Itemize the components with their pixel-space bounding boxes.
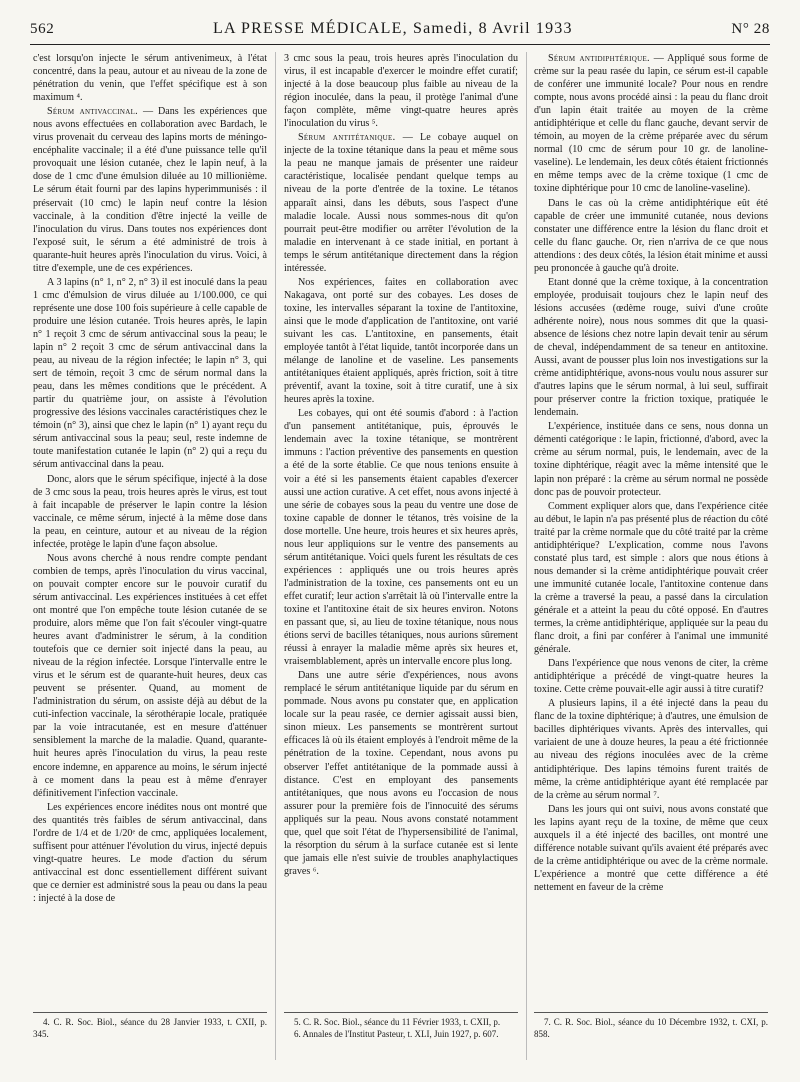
paragraph: A plusieurs lapins, il a été injecté dans la peau du flanc de la toxine diphtérique; à d'autres, une émulsion de bacilles diphtériques vivants. Après des intervalles, qui variaient de une à douze heures, la peau a été frictionnée au niveau des régions inoculées avec de la crème antidiphtérique. Des lapins témoins furent traités de même, la crème antidiphtérique ayant été remplacée par de la crème au sérum normal ⁷. — [534, 698, 768, 801]
footnote: 6. Annales de l'Institut Pasteur, t. XLI, Juin 1927, p. 607. — [294, 1028, 499, 1039]
paragraph: Etant donné que la crème toxique, à la concentration employée, produisait toujours chez le lapin neuf des lésions accusées (œdème rouge, suivi d'une croûte adhérente noire), nous nous sommes dit que la quasi-absence de lésions chez notre lapin devait tenir au sérum de cheval, indépendamment de sa teneur en antitoxine. Aussi, avant de pousser plus loin nos investigations sur la crème antidiphtérique, avons-nous voulu nous assurer sur d'autres lapins que le sérum normal, à lui seul, suffirait pour préserver contre la friction toxique, pratiquée le lendemain. — [534, 276, 768, 419]
column-divider — [526, 52, 527, 1060]
footnote: 4. C. R. Soc. Biol., séance du 28 Janvier 1933, t. CXII, p. 345. — [33, 1017, 267, 1039]
paragraph: Dans les jours qui ont suivi, nous avons constaté que les lapins ayant reçu de la toxine, de même que ceux auxquels il a été injecté des bacilles, ont montré une différence notable suivant qu'ils avaient été préparés avec de la crème antidiphtérique ou avec de la crème normale. L'expérience a montré que cette différence a été nettement en faveur de la crème — [534, 803, 768, 893]
footnote: 5. C. R. Soc. Biol., séance du 11 Février 1933, t. CXII, p. — [294, 1017, 501, 1027]
paragraph: Dans l'expérience que nous venons de citer, la crème antidiphtérique a précédé de vingt-quatre heures la toxine. Cette crème pouvait-elle agir aussi à titre curatif? — [534, 658, 768, 696]
paragraph: Donc, alors que le sérum spécifique, injecté à la dose de 3 cmc sous la peau, trois heures après le virus, est tout à fait incapable de préserver le lapin contre la lésion vaccinale, ce même sérum, injecté à la même dose dans la peau, en ceinture, autour et au niveau de la région infectée, protège le lapin d'une façon absolue. — [33, 473, 267, 550]
paragraph: Nous avons cherché à nous rendre compte pendant combien de temps, après l'inoculation du virus vaccinal, on pouvait compter encore sur le pouvoir curatif du sérum antivaccinal. Les expériences instituées à cet effet ont montré que l'on empêche toute lésion cutanée de se produire, alors même que l'on fait s'écouler vingt-quatre heures avant d'administrer le sérum, à la condition toutefois que ce dernier soit injecté dans la peau, au niveau de la région infectée. Lorsque l'intervalle entre le virus et le sérum est de quarante-huit heures, deux cas peuvent se présenter. Quand, au moment de l'administration du sérum, on assiste déjà au début de la cuti-infection vaccinale, la sérothérapie locale, pratiquée par la voie intracutanée, est en mesure d'atténuer sensiblement la marche de la maladie. Quand, quarante-huit heures après l'inoculation du virus, la peau reste encore indemne, en apparence au moins, le sérum injecté à ce moment dans la peau est à même d'enrayer définitivement l'infection vaccinale. — [33, 552, 267, 799]
paragraph: Les expériences encore inédites nous ont montré que des quantités très faibles de sérum antivaccinal, dans l'ordre de 1/4 et de 1/20ᵉ de cmc, appliquées localement, suffisent pour atténuer l'évolution du virus, injecté depuis vingt-quatre heures. Le mode d'action du sérum antivaccinal est donc essentiellement différent suivant que ce dernier est administré sous la peau ou dans la peau : injecté à la dose de — [33, 801, 267, 904]
paragraph — [534, 52, 768, 196]
text-column-3 — [534, 52, 768, 1007]
paragraph-body: — Le cobaye auquel on injecte de la toxine tétanique dans la peau et même sous la peau ne manque jamais de présenter une raideur caractéristique, localisée pendant quelque temps au niveau de la porte d'entrée de la toxine. Le tétanos apparaît ainsi, dans les débuts, sous l'aspect d'une maladie locale. Aussi nous sommes-nous dit qu'on pourrait peut-être modifier ou arrêter l'évolution de la maladie en intervenant à ce stade initial, en portant à temps le sérum antitétanique directement dans la région intéressée. — [284, 132, 518, 274]
footnote-separator — [534, 1012, 768, 1013]
footnote-separator — [33, 1012, 267, 1013]
footnote-separator — [284, 1012, 518, 1013]
text-column-1 — [33, 52, 267, 1007]
paragraph: Dans le cas où la crème antidiphtérique eût été capable de créer une immunité cutanée, nous devions constater une différence entre la lésion du flanc droit et celle du flanc gauche. Or, rien n'arriva de ce que nous attendions : des deux côtés, la lésion était minime et aussi peu prononcée à gauche qu'à droite. — [534, 197, 768, 274]
text-column-2 — [284, 52, 518, 1007]
paragraph — [284, 131, 518, 275]
footnotes-column-3 — [534, 1012, 768, 1040]
paragraph-body: — Appliqué sous forme de crème sur la peau rasée du lapin, ce sérum est-il capable de conférer une immunité locale? Pour nous en rendre compte, nous avons procédé ainsi : la peau du flanc droit d'un lapin était traitée au moyen de la crème antidiphtérique et celle du flanc gauche, devant servir de témoin, au moyen de la crème préparée avec du sérum normal (10 cmc de sérum pour 10 gr. de lanoline-vaseline). Le lendemain, les deux côtés étaient frictionnés en même temps avec de la crème toxique (1 cmc de toxine diphtérique pour 10 cmc de lanoline-vaseline). — [534, 53, 768, 195]
paragraph: c'est lorsqu'on injecte le sérum antivenimeux, à l'état concentré, dans la peau, autour et au niveau de la zone de pénétration du venin, que l'effet spécifique est à son maximum ⁴. — [33, 53, 267, 104]
footnotes-column-2 — [284, 1012, 518, 1040]
paragraph: A 3 lapins (n° 1, n° 2, n° 3) il est inoculé dans la peau 1 cmc d'émulsion de virus diluée au 1/100.000, ce qui représente une dose 100 fois supérieure à celle capable de produire une lésion cutanée. Trois heures après, le lapin n° 1 reçoit 3 cmc de sérum antivaccinal sous la peau; le lapin n° 2 reçoit 3 cmc de sérum antivaccinal dans la peau, au niveau de la région infectée; le lapin n° 3, qui sert de témoin, reçoit 3 cmc de sérum normal dans la peau, dans les mêmes conditions que le précédent. A partir du quatrième jour, on assiste à l'évolution progressive des lésions vaccinales caractéristiques chez le témoin (n° 3), ainsi que chez le lapin (n° 1) ayant reçu du sérum antivaccinal sous la peau; seul, reste indemne de toute manifestation cutanée le lapin (n° 2) qui a reçu du sérum antivaccinal dans la peau. — [33, 276, 267, 471]
header-rule — [30, 44, 770, 45]
section-heading: Sérum antitétanique. — [298, 132, 396, 144]
paragraph: Dans une autre série d'expériences, nous avons remplacé le sérum antitétanique liquide par du sérum en pommade. Nous avons pu constater que, en application locale sur la peau rasée, ce dernier agissait aussi bien, sinon mieux. Les pansements se montrèrent surtout efficaces là où ils étaient employés à l'endroit même de la pénétration de la toxine. Cependant, nous avons pu observer l'effet antitétanique de la pommade aussi à distance. C'est en employant des pansements antitétaniques, que nous avons eu l'occasion de nous assurer pour la première fois de l'innocuité des sérums appliqués sur la peau. Nous avons constaté notamment que, quel que soit l'état de l'hypersensibilité de l'animal, la résorption du sérum à la surface cutanée est si lente que jamais elle n'est suivie de troubles anaphylactiques graves ⁶. — [284, 670, 518, 877]
paragraph: Les cobayes, qui ont été soumis d'abord : à l'action d'un pansement antitétanique, puis, éprouvés le lendemain avec la toxine tétanique, se montrèrent immuns : l'action préventive des pansements en question a été de la sorte établie. Ce que nous tenions ensuite à voir a été si les pansements étaient capables d'exercer aussi une action curative. A cet effet, nous avons injecté à une série de cobayes sous la peau du ventre une dose de toxine capable de donner le tétanos, très voisine de la dose mortelle. Une heure, trois heures et six heures après, nous leur appliquions sur le ventre des pansements au sérum antitétanique. Voici quels furent les résultats de ces expériences : appliqués une ou trois heures après l'administration de la toxine, ces pansements ont eu un effet curatif; leur action s'arrêtait là où l'intervalle entre la toxine et l'antitoxine était de six heures environ. Notons en passant que, si, au lieu de toxine tétanique, nous nous étions servi de bacilles tétaniques, nous aurions sûrement réussi à enrayer la maladie même après six heures et, vraisemblablement, après un intervalle encore plus long. — [284, 408, 518, 668]
page-header — [30, 18, 770, 40]
paragraph — [33, 105, 267, 275]
paragraph: 3 cmc sous la peau, trois heures après l'inoculation du virus, il est incapable d'exercer le moindre effet curatif; injecté à la dose beaucoup plus faible au niveau de la région inoculée, dans la peau, il protège l'animal d'une façon complète, même vingt-quatre heures après l'inoculation du virus ⁵. — [284, 53, 518, 130]
page-number: 562 — [30, 20, 55, 37]
paragraph-body: — Dans les expériences que nous avons effectuées en collaboration avec Bardach, le virus provenait du cerveau des lapins morts de méningo-encéphalite vaccinale; il a été d'une puissance telle qu'il provoquait une lésion cutanée, chez le lapin neuf, à la dose de 1 cmc d'une émulsion diluée au 10 millionième. Le sérum était fourni par des lapins hyperimmunisés : il préservait (10 cmc) le lapin neuf contre la lésion vaccinale, à la condition d'être injecté la veille de l'inoculation du virus. Dans toutes nos expériences dont l'exposé suit, le sérum a été administré de trois à quarante-huit heures après l'inoculation du virus. Voici, à titre d'exemple, une de ces expériences. — [33, 106, 267, 274]
paragraph: Nos expériences, faites en collaboration avec Nakagava, ont porté sur des cobayes. Les doses de toxine, les intervalles séparant la toxine de l'antitoxine, ainsi que le mode d'application de l'antitoxine, ont varié suivant les cas. L'antitoxine, en pansements, était employée tantôt à l'état liquide, tantôt incorporée dans un mélange de lanoline et de vaseline. Les pansements antitétaniques étaient appliqués, après friction, soit à titre préventif, avant la toxine, soit à titre curatif, une à six heures après la toxine. — [284, 276, 518, 406]
paragraph: Comment expliquer alors que, dans l'expérience citée au début, le lapin n'a pas présenté plus de réaction du côté traité par la crème normale que du côté traité par la crème antidiphtérique? L'explication, comme nous l'avons constaté plus tard, est simple : alors que nous étions à nous demander si la crème antidiphtérique pouvait créer une immunité cutanée locale, l'antitoxine contenue dans la crème a traversé la peau, a passé dans la circulation générale et a atteint la peau du côté opposé. En d'autres termes, la crème antidiphtérique, appliquée sur la peau du flanc droit, a fini par conférer à l'animal une immunité générale. — [534, 500, 768, 656]
column-divider — [275, 52, 276, 1060]
paragraph: L'expérience, instituée dans ce sens, nous donna un démenti catégorique : le lapin, frictionné, d'abord, avec la crème au sérum normal, puis, le lendemain, avec de la toxine diphtérique, réagit avec la même intensité que le lapin non préparé : la crème au sérum normal ne possède donc pas de pouvoir protecteur. — [534, 421, 768, 498]
footnote: 7. C. R. Soc. Biol., séance du 10 Décembre 1932, t. CXI, p. 858. — [534, 1017, 768, 1039]
footnotes-column-1 — [33, 1012, 267, 1040]
section-heading: Sérum antivaccinal. — [47, 106, 138, 118]
journal-title: LA PRESSE MÉDICALE, Samedi, 8 Avril 1933 — [213, 20, 573, 37]
section-heading: Sérum antidiphtérique. — [548, 53, 650, 64]
issue-number: N° 28 — [731, 20, 770, 37]
